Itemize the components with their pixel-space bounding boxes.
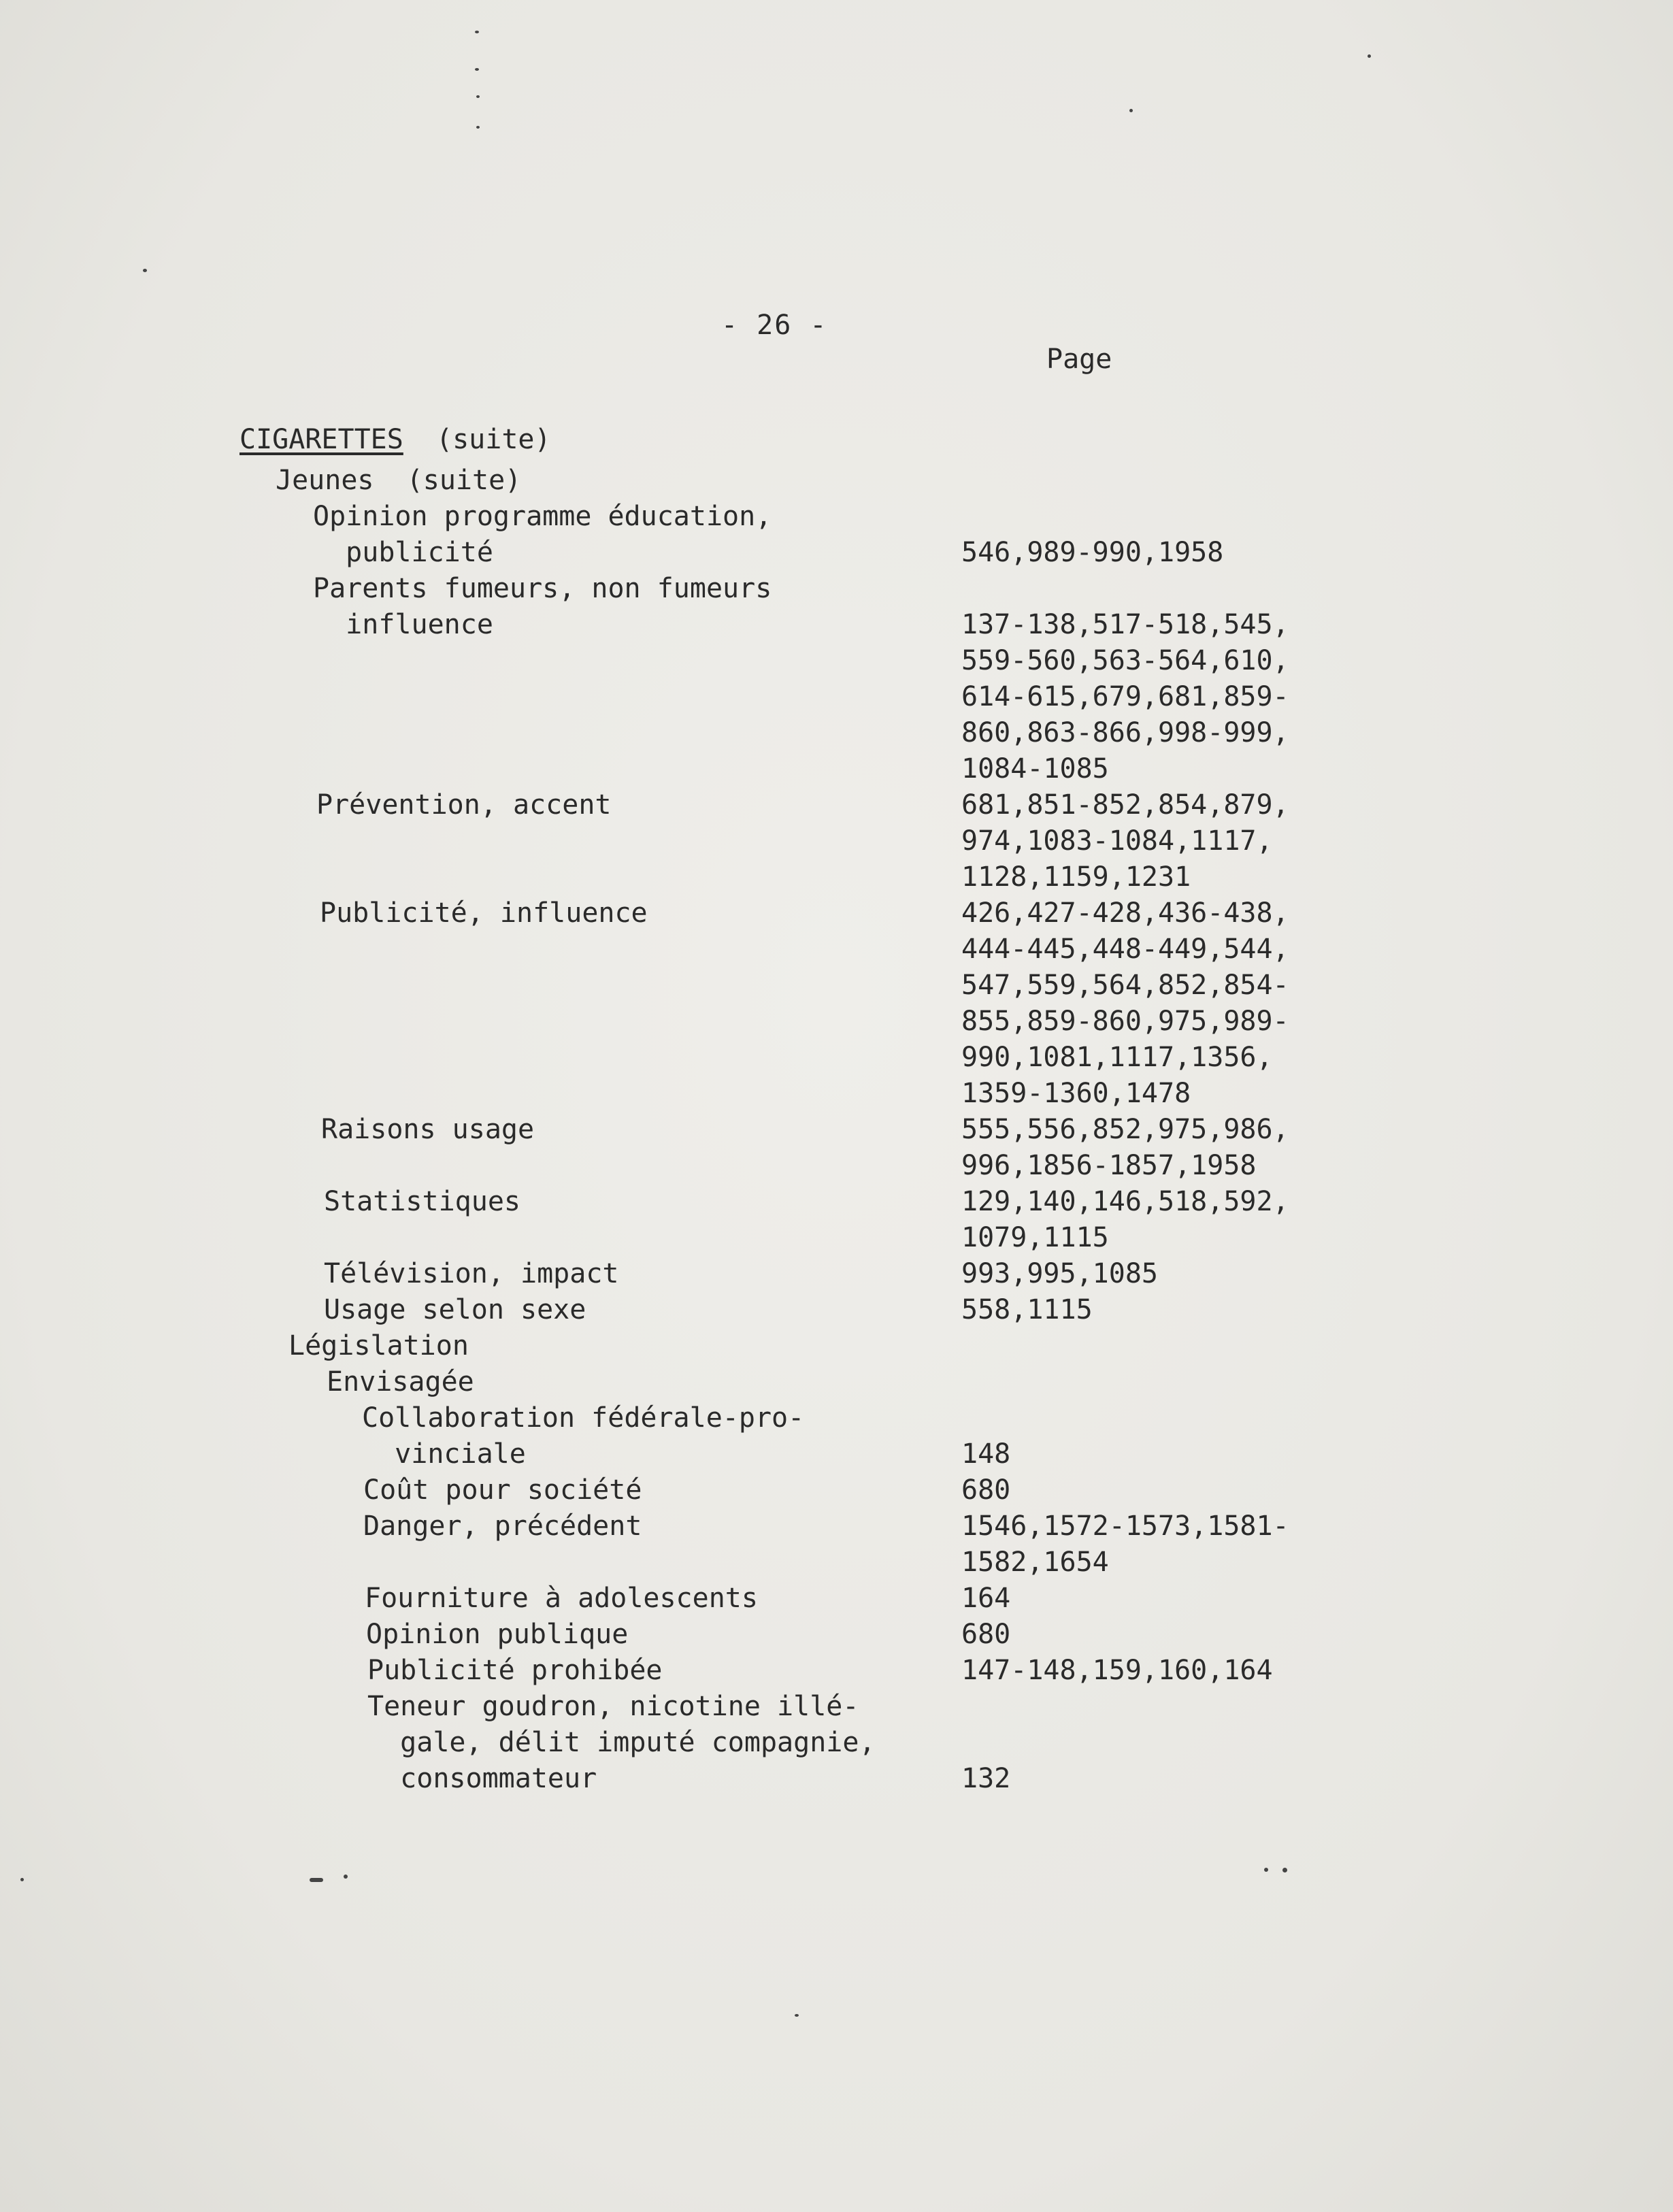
page-number: - 26 - — [721, 310, 828, 341]
entry-pages: 129,140,146,518,592, 1079,1115 — [961, 1186, 1289, 1253]
entry-term: Prévention, accent — [316, 789, 612, 821]
entry-pages: 426,427-428,436-438, 444-445,448-449,544, 547,559,564,852,854- 855,859-860,975,989- 990,1081,1117,1356, 1359-1360,1478 — [961, 897, 1289, 1109]
entry-term: Coût pour société — [363, 1474, 642, 1506]
entry-term: Télévision, impact — [324, 1258, 619, 1289]
entry-term: Parents fumeurs, non fumeurs influence — [313, 573, 772, 640]
entry-term: Législation — [288, 1330, 469, 1361]
entry-pages: 558,1115 — [961, 1294, 1093, 1325]
entry-pages: 993,995,1085 — [961, 1258, 1158, 1289]
scan-speck — [310, 1878, 323, 1882]
scan-speck — [476, 95, 480, 98]
entry-term: Jeunes (suite) — [276, 465, 522, 496]
entry-term: Opinion programme éducation, publicité — [313, 501, 772, 568]
entry-pages: 147-148,159,160,164 — [961, 1655, 1273, 1686]
scan-speck — [1368, 54, 1371, 58]
scan-speck — [795, 2014, 799, 2017]
scan-speck — [344, 1875, 348, 1879]
entry-pages: 148 — [961, 1438, 1011, 1470]
entry-term: Publicité, influence — [320, 897, 648, 929]
page-column-header: Page — [1046, 344, 1112, 375]
entry-pages: 137-138,517-518,545, 559-560,563-564,610, 614-615,679,681,859- 860,863-866,998-999, 1084-1085 — [961, 609, 1289, 785]
entry-term: Publicité prohibée — [367, 1655, 663, 1686]
entry-pages: 680 — [961, 1474, 1011, 1506]
section-heading-title: CIGARETTES — [239, 424, 403, 455]
entry-pages: 680 — [961, 1619, 1011, 1650]
scan-speck — [20, 1878, 24, 1881]
entry-term: Envisagée — [327, 1366, 474, 1398]
section-heading-suffix: (suite) — [436, 424, 551, 455]
entry-term: Raisons usage — [321, 1114, 535, 1145]
scan-speck — [1282, 1868, 1287, 1872]
entry-term: Danger, précédent — [363, 1511, 642, 1542]
scan-speck — [143, 269, 147, 272]
scan-speck — [476, 126, 480, 129]
entry-pages: 164 — [961, 1583, 1011, 1614]
entry-term: Usage selon sexe — [324, 1294, 586, 1325]
entry-term: Collaboration fédérale-pro- vinciale — [362, 1402, 805, 1470]
entry-term: Opinion publique — [366, 1619, 629, 1650]
entry-pages: 555,556,852,975,986, 996,1856-1857,1958 — [961, 1114, 1289, 1181]
entry-pages: 681,851-852,854,879, 974,1083-1084,1117, 1128,1159,1231 — [961, 789, 1289, 893]
entry-pages: 546,989-990,1958 — [961, 537, 1224, 568]
scan-speck — [1264, 1868, 1268, 1872]
entry-term: Statistiques — [324, 1186, 520, 1217]
entry-term: Fourniture à adolescents — [365, 1583, 758, 1614]
scan-speck — [475, 68, 479, 71]
scan-speck — [475, 31, 479, 33]
entry-term: Teneur goudron, nicotine illé- gale, délit imputé compagnie, consommateur — [367, 1691, 876, 1794]
entry-pages: 1546,1572-1573,1581- 1582,1654 — [961, 1511, 1289, 1578]
entry-pages: 132 — [961, 1763, 1011, 1794]
scan-speck — [1129, 109, 1133, 112]
